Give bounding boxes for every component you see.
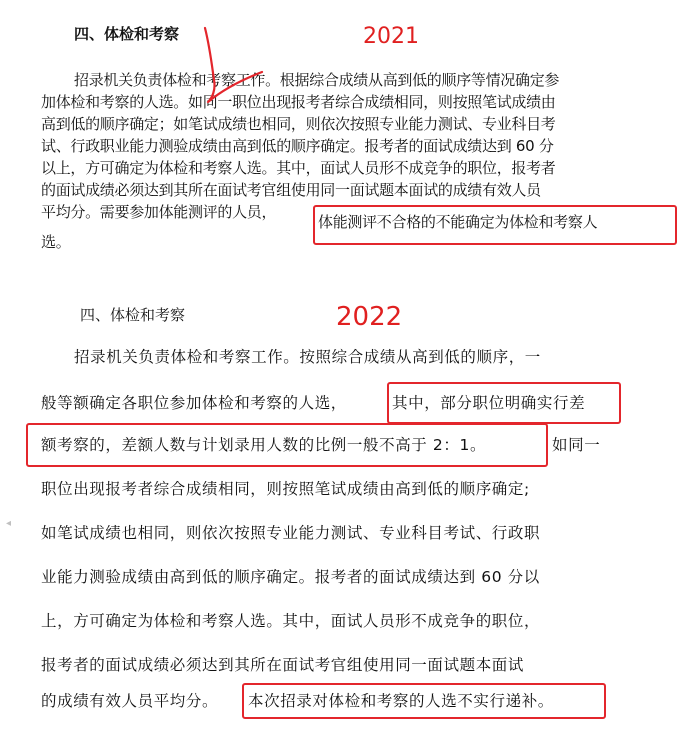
text-line: 职位出现报考者综合成绩相同，则按照笔试成绩由高到低的顺序确定;: [41, 480, 530, 498]
text-line: 以上，方可确定为体检和考察人选。其中，面试人员形不成竞争的职位，报考者: [41, 159, 556, 177]
text-line: 试、行政职业能力测验成绩由高到低的顺序确定。报考者的面试成绩达到 60 分: [41, 137, 554, 155]
text-line: 招录机关负责体检和考察工作。按照综合成绩从高到低的顺序，一: [74, 348, 541, 366]
text-line: 业能力测验成绩由高到低的顺序确定。报考者的面试成绩达到 60 分以: [41, 568, 540, 586]
text-line: 平均分。需要参加体能测评的人员，: [41, 203, 277, 221]
text-line: 的成绩有效人员平均分。: [41, 692, 219, 710]
highlighted-text: 体能测评不合格的不能确定为体检和考察人: [318, 213, 598, 231]
heading-2022: 四、体检和考察: [80, 306, 186, 324]
text-line: 如同一: [552, 436, 601, 454]
highlight-box-2022-c: [242, 683, 606, 719]
text-line: 的面试成绩必须达到其所在面试考官组使用同一面试题本面试的成绩有效人员: [41, 181, 541, 199]
text-line: 高到低的顺序确定；如笔试成绩也相同，则依次按照专业能力测试、专业科目考: [41, 115, 556, 133]
text-line: 招录机关负责体检和考察工作。根据综合成绩从高到低的顺序等情况确定参: [74, 71, 560, 89]
year-label-2022: 2022: [336, 302, 403, 332]
stray-mark: ◂: [6, 518, 12, 529]
highlight-box-2022-b: [26, 423, 548, 467]
year-label-2021: 2021: [363, 24, 419, 49]
text-line: 般等额确定各职位参加体检和考察的人选，: [41, 394, 347, 412]
text-line: 加体检和考察的人选。如同一职位出现报考者综合成绩相同，则按照笔试成绩由: [41, 93, 556, 111]
text-line: 报考者的面试成绩必须达到其所在面试考官组使用同一面试题本面试: [41, 656, 525, 674]
highlighted-text: 其中，部分职位明确实行差: [392, 394, 586, 412]
heading-2021: 四、体检和考察: [74, 25, 180, 43]
text-line: 选。: [41, 233, 71, 251]
text-line: 如笔试成绩也相同，则依次按照专业能力测试、专业科目考试、行政职: [41, 524, 541, 542]
highlighted-text: 额考察的，差额人数与计划录用人数的比例一般不高于 2：1。: [41, 436, 487, 454]
text-line: 上，方可确定为体检和考察人选。其中，面试人员形不成竞争的职位，: [41, 612, 541, 630]
highlight-box-2022-a: [387, 382, 621, 424]
highlighted-text: 本次招录对体检和考察的人选不实行递补。: [248, 692, 554, 710]
